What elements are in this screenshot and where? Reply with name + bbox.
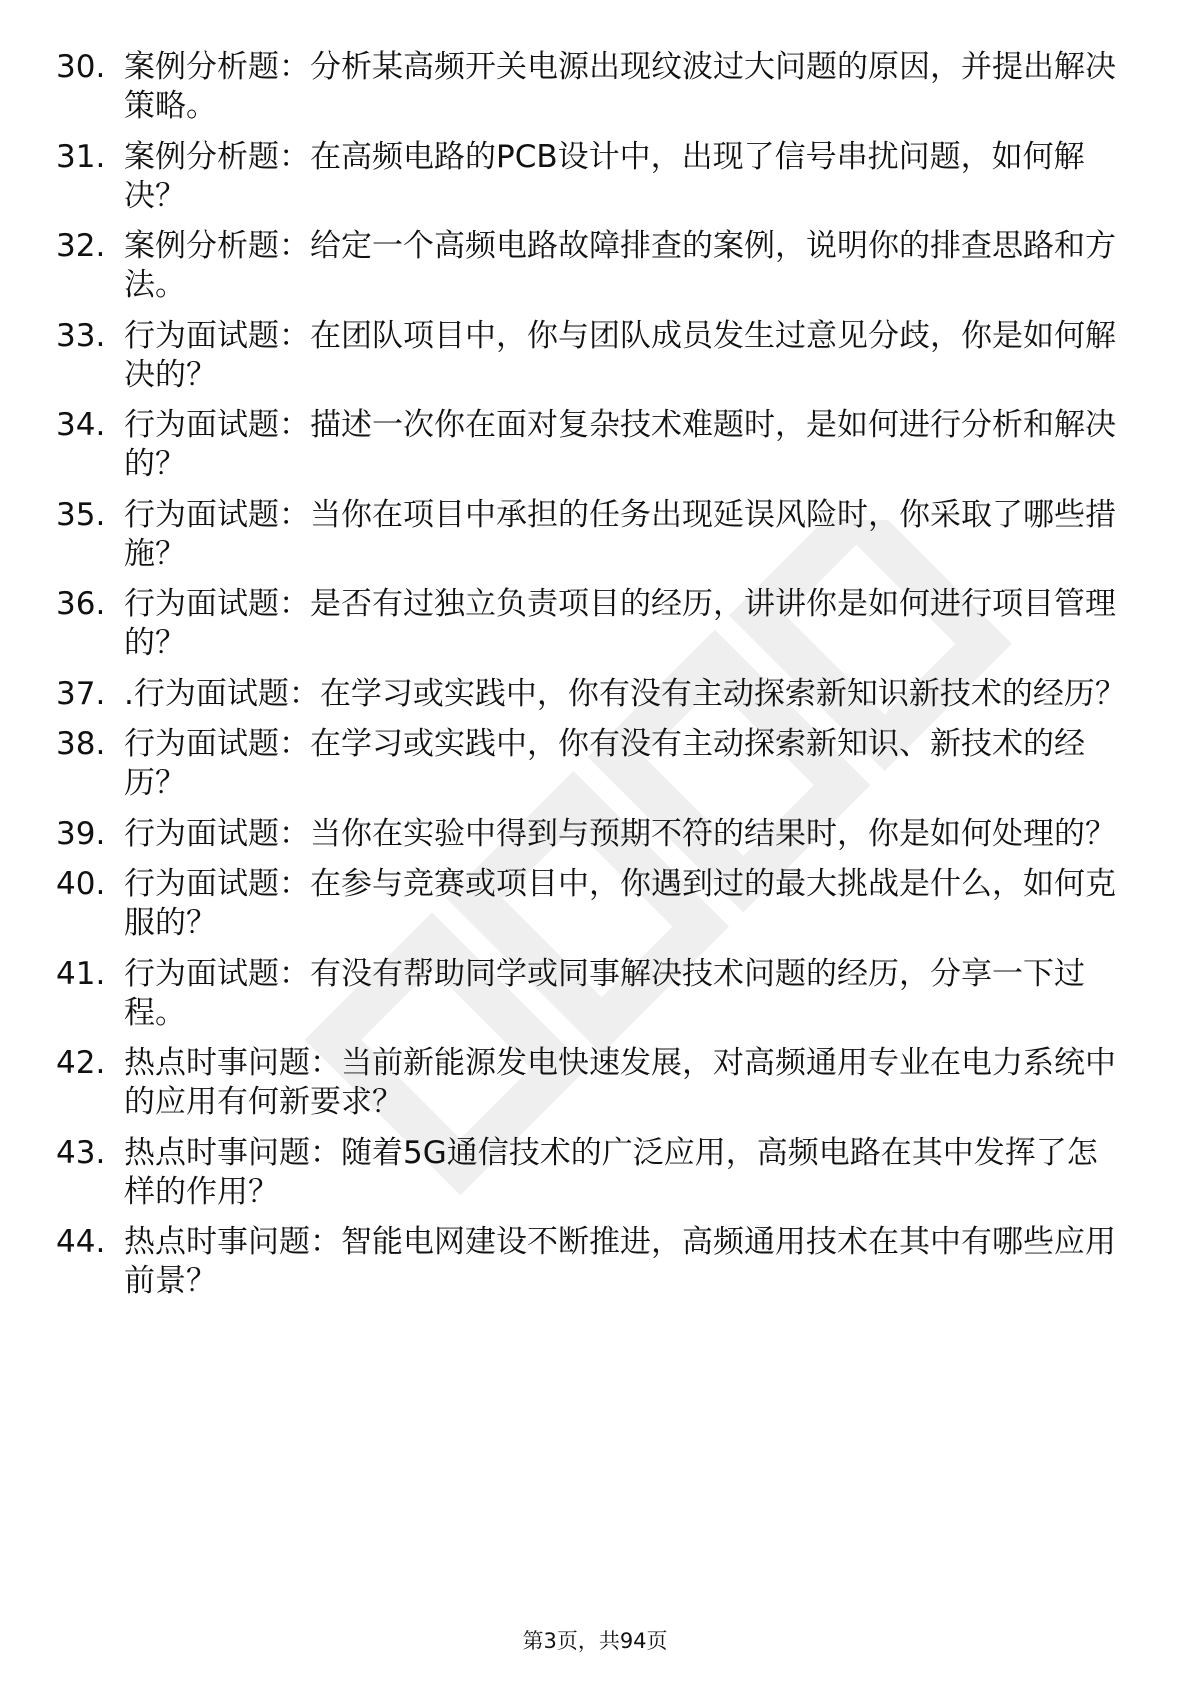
question-category-label: 案例分析题：	[124, 49, 310, 85]
question-category-label: .行为面试题：	[124, 675, 320, 712]
question-body	[124, 955, 1126, 1033]
page-footer	[0, 1627, 1190, 1655]
question-text: 当你在项目中承担的任务出现延误风险时，你采取了哪些措施？	[124, 496, 1116, 572]
question-item	[56, 585, 1126, 663]
question-item	[56, 496, 1126, 574]
question-body	[124, 1223, 1126, 1301]
question-number: 35.	[56, 496, 106, 533]
question-body	[124, 227, 1126, 305]
question-text: 在团队项目中，你与团队成员发生过意见分歧，你是如何解决的？	[124, 317, 1116, 393]
question-number: 32.	[56, 228, 106, 264]
question-number: 34.	[56, 407, 106, 443]
question-text: 智能电网建设不断推进，高频通用技术在其中有哪些应用前景？	[124, 1224, 1116, 1299]
question-text: 描述一次你在面对复杂技术难题时，是如何进行分析和解决的？	[124, 407, 1116, 482]
question-list	[56, 48, 1126, 1313]
question-body	[124, 406, 1126, 484]
question-body	[124, 1134, 1126, 1212]
question-item	[56, 406, 1126, 484]
question-number: 38.	[56, 726, 106, 762]
question-item	[56, 138, 1126, 216]
question-text: 当前新能源发电快速发展，对高频通用专业在电力系统中的应用有何新要求？	[124, 1045, 1116, 1120]
question-text: 分析某高频开关电源出现纹波过大问题的原因，并提出解决策略。	[124, 49, 1116, 124]
question-item	[56, 1044, 1126, 1122]
question-category-label: 行为面试题：	[124, 496, 310, 533]
question-category-label: 热点时事问题：	[124, 1134, 341, 1171]
question-number: 37.	[56, 675, 106, 712]
question-body	[124, 725, 1126, 803]
question-body	[124, 48, 1126, 126]
question-category-label: 行为面试题：	[124, 866, 310, 902]
question-item	[56, 48, 1126, 126]
question-text: 在参与竞赛或项目中，你遇到过的最大挑战是什么，如何克服的？	[124, 866, 1116, 941]
question-body	[124, 317, 1126, 395]
question-body	[124, 1044, 1126, 1122]
question-number: 44.	[56, 1224, 106, 1260]
question-category-label: 行为面试题：	[124, 586, 310, 622]
question-text: 有没有帮助同学或同事解决技术问题的经历，分享一下过程。	[124, 955, 1085, 1031]
question-body	[124, 865, 1126, 943]
question-item	[56, 815, 1126, 854]
question-item	[56, 955, 1126, 1033]
page-number-label: 第3页，共94页	[522, 1629, 668, 1653]
question-category-label: 案例分析题：	[124, 138, 310, 175]
question-number: 41.	[56, 955, 106, 992]
question-item	[56, 317, 1126, 395]
question-text: 当你在实验中得到与预期不符的结果时，你是如何处理的？	[310, 815, 1116, 852]
question-item	[56, 725, 1126, 803]
question-category-label: 行为面试题：	[124, 407, 310, 443]
question-number: 42.	[56, 1045, 106, 1081]
question-body	[124, 675, 1126, 714]
question-number: 33.	[56, 317, 106, 354]
question-number: 40.	[56, 866, 106, 902]
question-number: 43.	[56, 1134, 106, 1171]
question-category-label: 行为面试题：	[124, 955, 310, 992]
question-item	[56, 865, 1126, 943]
question-body	[124, 815, 1126, 854]
question-item	[56, 1223, 1126, 1301]
question-category-label: 行为面试题：	[124, 726, 310, 762]
question-item	[56, 675, 1126, 714]
question-body	[124, 496, 1126, 574]
question-category-label: 热点时事问题：	[124, 1224, 341, 1260]
question-number: 36.	[56, 586, 106, 622]
question-number: 30.	[56, 49, 106, 85]
question-text: 在学习或实践中，你有没有主动探索新知识、新技术的经历？	[124, 726, 1085, 801]
question-category-label: 案例分析题：	[124, 228, 310, 264]
question-category-label: 行为面试题：	[124, 317, 310, 354]
question-text: 在高频电路的PCB设计中，出现了信号串扰问题，如何解决？	[124, 138, 1085, 214]
question-item	[56, 227, 1126, 305]
question-category-label: 热点时事问题：	[124, 1045, 341, 1081]
question-text: 给定一个高频电路故障排查的案例，说明你的排查思路和方法。	[124, 228, 1116, 303]
question-category-label: 行为面试题：	[124, 815, 310, 852]
question-number: 31.	[56, 138, 106, 175]
question-text: 在学习或实践中，你有没有主动探索新知识新技术的经历？	[319, 675, 1126, 712]
question-item	[56, 1134, 1126, 1212]
question-text: 是否有过独立负责项目的经历，讲讲你是如何进行项目管理的？	[124, 586, 1116, 661]
question-text: 随着5G通信技术的广泛应用，高频电路在其中发挥了怎样的作用？	[124, 1134, 1098, 1210]
question-body	[124, 138, 1126, 216]
question-body	[124, 585, 1126, 663]
question-number: 39.	[56, 815, 106, 852]
